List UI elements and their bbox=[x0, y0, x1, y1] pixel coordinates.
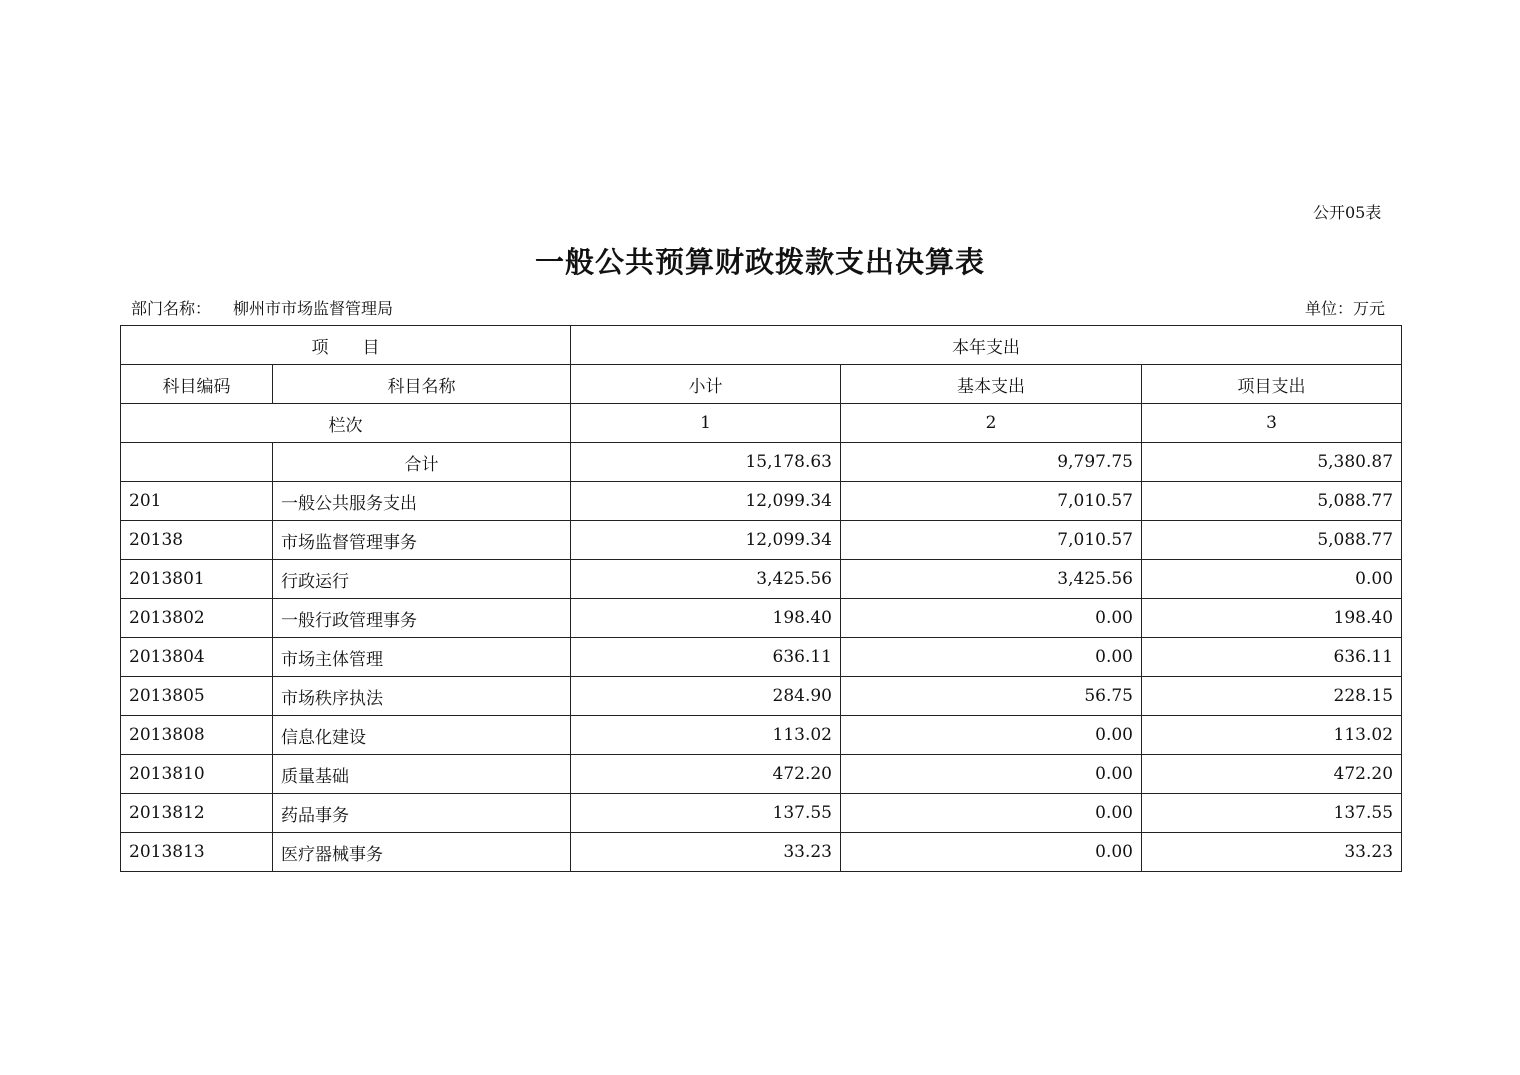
row-project: 636.11 bbox=[1142, 638, 1402, 677]
row-subtotal: 33.23 bbox=[571, 833, 841, 872]
table-row bbox=[121, 794, 1402, 833]
row-project: 113.02 bbox=[1142, 716, 1402, 755]
current-year-header: 本年支出 bbox=[571, 326, 1402, 365]
unit-label: 单位：万元 bbox=[1305, 299, 1386, 318]
table-row bbox=[121, 638, 1402, 677]
index-1: 1 bbox=[571, 404, 841, 443]
row-basic: 0.00 bbox=[841, 755, 1142, 794]
row-subtotal: 12,099.34 bbox=[571, 521, 841, 560]
col-code-header: 科目编码 bbox=[121, 365, 273, 404]
project-header: 项 目 bbox=[121, 326, 571, 365]
index-3: 3 bbox=[1142, 404, 1402, 443]
table-row bbox=[121, 833, 1402, 872]
row-name: 行政运行 bbox=[273, 560, 571, 599]
row-project: 228.15 bbox=[1142, 677, 1402, 716]
row-code: 2013802 bbox=[121, 599, 273, 638]
row-code: 2013801 bbox=[121, 560, 273, 599]
row-name: 市场监督管理事务 bbox=[273, 521, 571, 560]
row-name: 质量基础 bbox=[273, 755, 571, 794]
row-basic: 0.00 bbox=[841, 638, 1142, 677]
expenditure-table bbox=[120, 325, 1402, 872]
row-subtotal: 198.40 bbox=[571, 599, 841, 638]
row-basic: 7,010.57 bbox=[841, 482, 1142, 521]
row-code: 2013804 bbox=[121, 638, 273, 677]
index-row bbox=[121, 404, 1402, 443]
table-row bbox=[121, 482, 1402, 521]
row-code: 2013808 bbox=[121, 716, 273, 755]
header-row-2 bbox=[121, 365, 1402, 404]
row-basic: 7,010.57 bbox=[841, 521, 1142, 560]
table-row bbox=[121, 755, 1402, 794]
index-2: 2 bbox=[841, 404, 1142, 443]
row-name: 市场主体管理 bbox=[273, 638, 571, 677]
row-name: 药品事务 bbox=[273, 794, 571, 833]
row-subtotal: 137.55 bbox=[571, 794, 841, 833]
row-code: 2013812 bbox=[121, 794, 273, 833]
row-subtotal: 3,425.56 bbox=[571, 560, 841, 599]
table-row bbox=[121, 599, 1402, 638]
row-basic: 0.00 bbox=[841, 833, 1142, 872]
row-basic: 0.00 bbox=[841, 716, 1142, 755]
row-name: 信息化建设 bbox=[273, 716, 571, 755]
row-subtotal: 284.90 bbox=[571, 677, 841, 716]
table-row bbox=[121, 521, 1402, 560]
department-line bbox=[131, 296, 393, 319]
total-subtotal: 15,178.63 bbox=[571, 443, 841, 482]
row-name: 医疗器械事务 bbox=[273, 833, 571, 872]
row-code: 2013810 bbox=[121, 755, 273, 794]
table-row bbox=[121, 677, 1402, 716]
row-subtotal: 113.02 bbox=[571, 716, 841, 755]
row-basic: 56.75 bbox=[841, 677, 1142, 716]
row-basic: 3,425.56 bbox=[841, 560, 1142, 599]
total-label: 合计 bbox=[273, 443, 571, 482]
department-name: 柳州市市场监督管理局 bbox=[233, 299, 394, 318]
row-code: 2013805 bbox=[121, 677, 273, 716]
total-code-cell bbox=[121, 443, 273, 482]
page-title: 一般公共预算财政拨款支出决算表 bbox=[534, 245, 985, 279]
row-code: 201 bbox=[121, 482, 273, 521]
row-subtotal: 472.20 bbox=[571, 755, 841, 794]
form-number: 公开05表 bbox=[1313, 203, 1382, 222]
row-project: 5,088.77 bbox=[1142, 482, 1402, 521]
total-row bbox=[121, 443, 1402, 482]
row-name: 市场秩序执法 bbox=[273, 677, 571, 716]
row-subtotal: 12,099.34 bbox=[571, 482, 841, 521]
table-row bbox=[121, 560, 1402, 599]
row-project: 0.00 bbox=[1142, 560, 1402, 599]
row-project: 33.23 bbox=[1142, 833, 1402, 872]
row-basic: 0.00 bbox=[841, 599, 1142, 638]
row-code: 2013813 bbox=[121, 833, 273, 872]
row-project: 472.20 bbox=[1142, 755, 1402, 794]
index-label: 栏次 bbox=[121, 404, 571, 443]
row-name: 一般行政管理事务 bbox=[273, 599, 571, 638]
row-project: 5,088.77 bbox=[1142, 521, 1402, 560]
total-project: 5,380.87 bbox=[1142, 443, 1402, 482]
row-project: 137.55 bbox=[1142, 794, 1402, 833]
row-project: 198.40 bbox=[1142, 599, 1402, 638]
row-name: 一般公共服务支出 bbox=[273, 482, 571, 521]
total-basic: 9,797.75 bbox=[841, 443, 1142, 482]
header-row-1 bbox=[121, 326, 1402, 365]
col-basic-header: 基本支出 bbox=[841, 365, 1142, 404]
col-subtotal-header: 小计 bbox=[571, 365, 841, 404]
row-code: 20138 bbox=[121, 521, 273, 560]
row-subtotal: 636.11 bbox=[571, 638, 841, 677]
table-row bbox=[121, 716, 1402, 755]
col-project-header: 项目支出 bbox=[1142, 365, 1402, 404]
department-label: 部门名称： bbox=[131, 299, 212, 318]
row-basic: 0.00 bbox=[841, 794, 1142, 833]
col-name-header: 科目名称 bbox=[273, 365, 571, 404]
